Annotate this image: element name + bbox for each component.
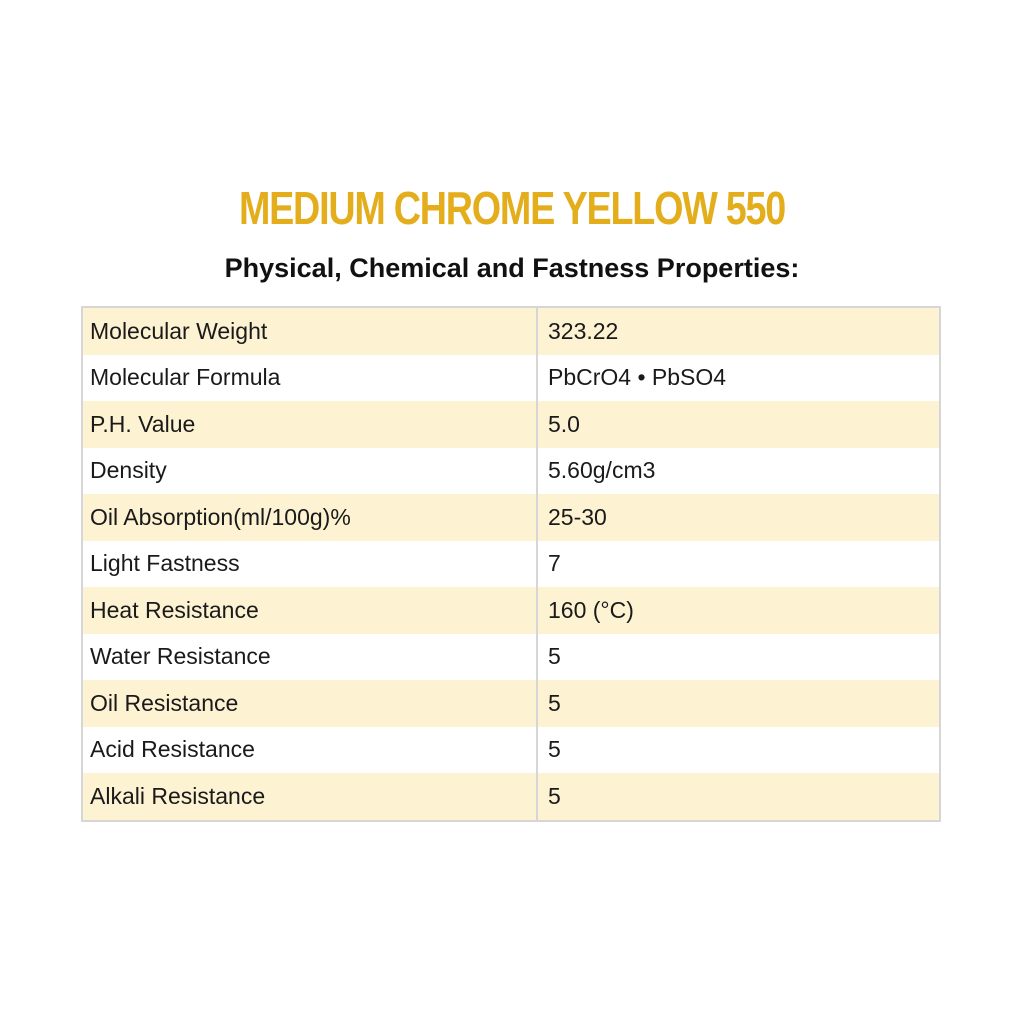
table-row: [83, 727, 939, 774]
property-value: 5.0: [537, 401, 939, 448]
table-row: [83, 773, 939, 820]
table-row: [83, 401, 939, 448]
property-name: Oil Absorption(ml/100g)%: [83, 494, 537, 541]
table-row: [83, 448, 939, 495]
properties-table: [81, 306, 941, 822]
property-value: 5.60g/cm3: [537, 448, 939, 495]
property-name: P.H. Value: [83, 401, 537, 448]
property-name: Acid Resistance: [83, 727, 537, 774]
table-row: [83, 634, 939, 681]
property-value: 5: [537, 727, 939, 774]
table-row: [83, 308, 939, 355]
property-name: Heat Resistance: [83, 587, 537, 634]
property-value: 5: [537, 773, 939, 820]
table-row: [83, 541, 939, 588]
property-name: Oil Resistance: [83, 680, 537, 727]
property-value: 25-30: [537, 494, 939, 541]
property-value: 160 (°C): [537, 587, 939, 634]
section-subtitle: Physical, Chemical and Fastness Properties:: [224, 253, 800, 283]
property-value: 5: [537, 680, 939, 727]
property-value: 323.22: [537, 308, 939, 355]
property-name: Molecular Formula: [83, 355, 537, 402]
property-name: Alkali Resistance: [83, 773, 537, 820]
property-name: Water Resistance: [83, 634, 537, 681]
table-row: [83, 587, 939, 634]
product-title: MEDIUM CHROME YELLOW 550: [238, 182, 786, 234]
table-row: [83, 680, 939, 727]
property-name: Molecular Weight: [83, 308, 537, 355]
table-row: [83, 355, 939, 402]
property-value: 7: [537, 541, 939, 588]
property-name: Light Fastness: [83, 541, 537, 588]
property-value: PbCrO4 • PbSO4: [537, 355, 939, 402]
property-name: Density: [83, 448, 537, 495]
table-row: [83, 494, 939, 541]
property-value: 5: [537, 634, 939, 681]
